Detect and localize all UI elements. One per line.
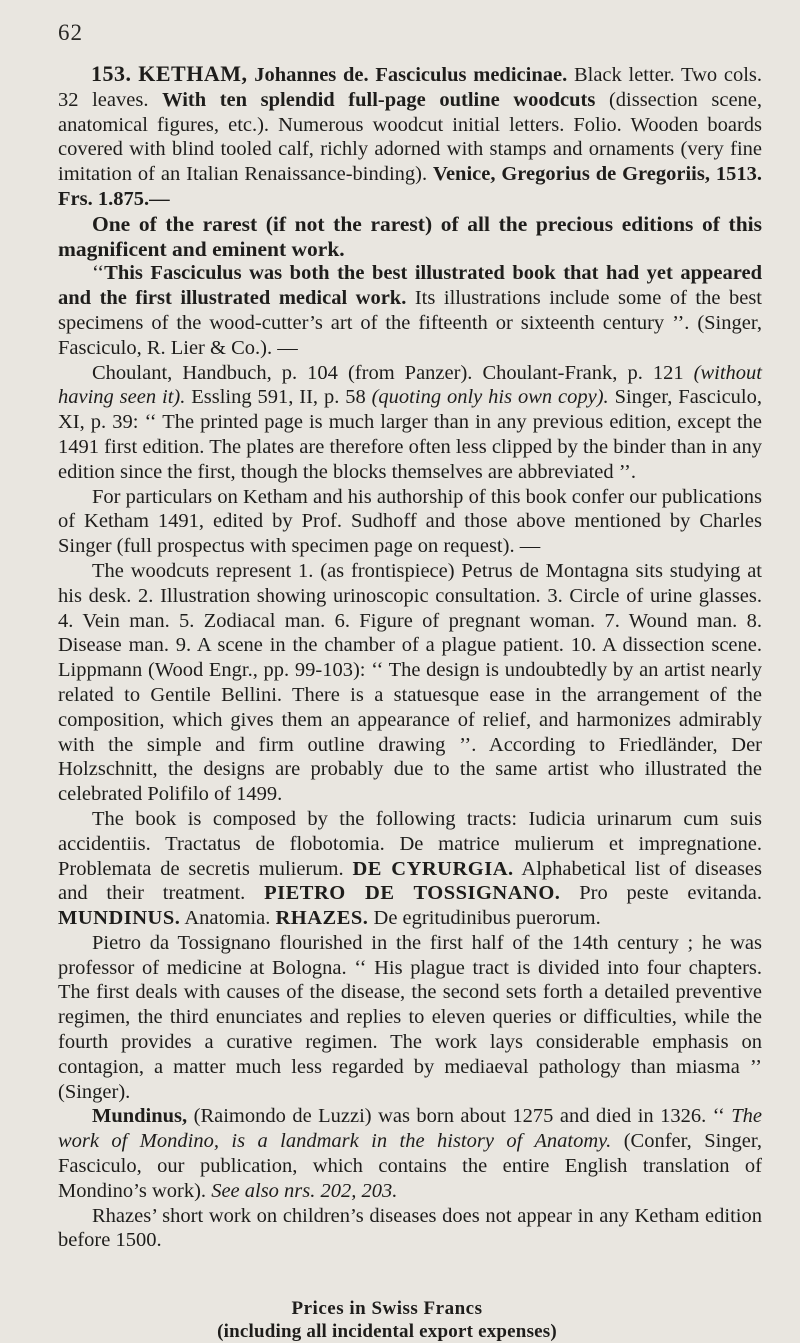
- quote-paragraph: [58, 261, 762, 360]
- price-footer: [58, 1297, 762, 1343]
- tract-4: Anatomia.: [184, 907, 271, 930]
- tracts-paragraph: [58, 807, 762, 931]
- prices-note: Prices in Swiss Francs: [291, 1298, 483, 1320]
- catalogue-entry: [58, 62, 762, 1253]
- tract-4-title: MUNDINUS.: [58, 907, 181, 930]
- mundinus-paragraph: [58, 1104, 762, 1203]
- tract-2-title: DE CYRURGIA.: [352, 857, 514, 880]
- tract-1: Iudicia urinarum cum suis accidentiis. Tractatus de flobotomia. De matrice mulierum et impregnatione. Problemata de secretis mulierum.: [58, 807, 762, 880]
- references-paragraph: [58, 361, 762, 485]
- mundinus-1: (Raimondo de Luzzi) was born about 1275 and died in 1326. ‘‘: [193, 1105, 725, 1128]
- particulars-paragraph: For particulars on Ketham and his authorship of this book confer our publications of Ketham 1491, edited by Prof. Sudhoff and those above mentioned by Charles Singer (full prospectus with specimen page on request). —: [58, 485, 762, 558]
- page-number: 62: [58, 20, 83, 45]
- tract-5: De egritudinibus puerorum.: [373, 907, 601, 930]
- refs-2: Essling 591, II, p. 58: [191, 386, 366, 409]
- refs-1: Choulant, Handbuch, p. 104 (from Panzer). Choulant-Frank, p. 121: [92, 361, 684, 384]
- tract-5-title: RHAZES.: [275, 907, 369, 930]
- entry-description-2: (dissection scene, anatomical figures, etc.). Numerous woodcut initial letters. Folio. Wooden boards covered with blind tooled calf, richly adorned with stamps and ornaments (very fine imitation of an Italian Renaissance-binding).: [58, 88, 763, 186]
- entry-number: 153.: [91, 61, 132, 86]
- mundinus-ital: The work of Mondino, is a landmark in the history of Anatomy.: [58, 1105, 763, 1153]
- entry-heading: [58, 62, 762, 212]
- entry-description-bold: With ten splendid full-page outline woodcuts: [162, 88, 596, 111]
- rarity-paragraph: One of the rarest (if not the rarest) of all the precious editions of this magnificent and eminent work.: [58, 211, 762, 261]
- quote-bold: This Fasciculus was both the best illustrated book that had yet appeared and the first illustrated medical work.: [58, 262, 762, 310]
- mundinus-2: (Confer, Singer, Fasciculo, our publication, which contains the entire English translation of Mondino’s work).: [58, 1130, 763, 1202]
- entry-author-forename: Johannes de.: [254, 64, 369, 86]
- woodcuts-paragraph: The woodcuts represent 1. (as frontispiece) Petrus de Montagna sits studying at his desk. 2. Illustration showing urinoscopic consultation. 3. Circle of urine glasses. 4. Vein man. 5. Zodiacal man. 6. Figure of pregnant woman. 7. Wound man. 8. Disease man. 9. A scene in the chamber of a plague patient. 10. A dissection scene. Lippmann (Wood Engr., pp. 99-103): ‘‘ The design is undoubtedly by an artist nearly related to Gentile Bellini. There is a statuesque ease in the arrangement of the composition, which gives them an appearance of relief, and harmonizes admirably with the simple and firm outline drawing ’’. According to Friedländer, Der Holzschnitt, the designs are probably due to the same artist who illustrated the celebrated Polifilo of 1499.: [58, 559, 762, 806]
- refs-ital-2: (quoting only his own copy).: [371, 386, 609, 409]
- quote-open-mark: ‘‘: [92, 262, 105, 285]
- entry-imprint: Venice, Gregorius de Gregoriis, 1513.: [433, 163, 762, 186]
- expenses-note: (including all incidental export expenses): [217, 1321, 557, 1343]
- mundinus-name: Mundinus,: [92, 1105, 188, 1128]
- entry-title: Fasciculus medicinae.: [375, 64, 568, 86]
- refs-3: Singer, Fasciculo, XI, p. 39: ‘‘ The printed page is much larger than in any previous edition, except the 1491 first edition. The plates are therefore often less clipped by the binder than in any edition since the first, though the blocks themselves are abbreviated ’’.: [58, 386, 762, 483]
- quote-rest: Its illustrations include some of the best specimens of the wood-cutter’s art of the fifteenth or sixteenth century ’’. (Singer, Fasciculo, R. Lier & Co.). —: [58, 287, 762, 359]
- tract-2: Alphabetical list of diseases and their treatment.: [58, 857, 763, 905]
- rhazes-paragraph: Rhazes’ short work on children’s diseases does not appear in any Ketham edition before 1500.: [58, 1204, 762, 1252]
- pietro-paragraph: Pietro da Tossignano flourished in the first half of the 14th century ; he was professor of medicine at Bologna. ‘‘ His plague tract is divided into four chapters. The first deals with causes of the disease, the second sets forth a detailed preventive regimen, the third enunciates and replies to eleven queries or difficulties, while the fourth provides a curative regimen. The work lays considerable emphasis on contagion, a matter much less regarded by mediaeval pathology than miasma ’’ (Singer).: [58, 931, 762, 1103]
- refs-ital-1: (without having seen it).: [58, 361, 762, 409]
- mundinus-ital-2: See also nrs. 202, 203.: [211, 1179, 398, 1202]
- tracts-intro: The book is composed by the following tracts:: [92, 807, 518, 830]
- entry-price: Frs. 1.875.—: [58, 187, 170, 210]
- tract-3: Pro peste evitanda.: [579, 882, 762, 905]
- entry-description-1: Black letter. Two cols. 32 leaves.: [58, 64, 763, 111]
- tract-3-title: PIETRO DE TOSSIGNANO.: [264, 882, 561, 905]
- entry-author: KETHAM,: [138, 61, 248, 86]
